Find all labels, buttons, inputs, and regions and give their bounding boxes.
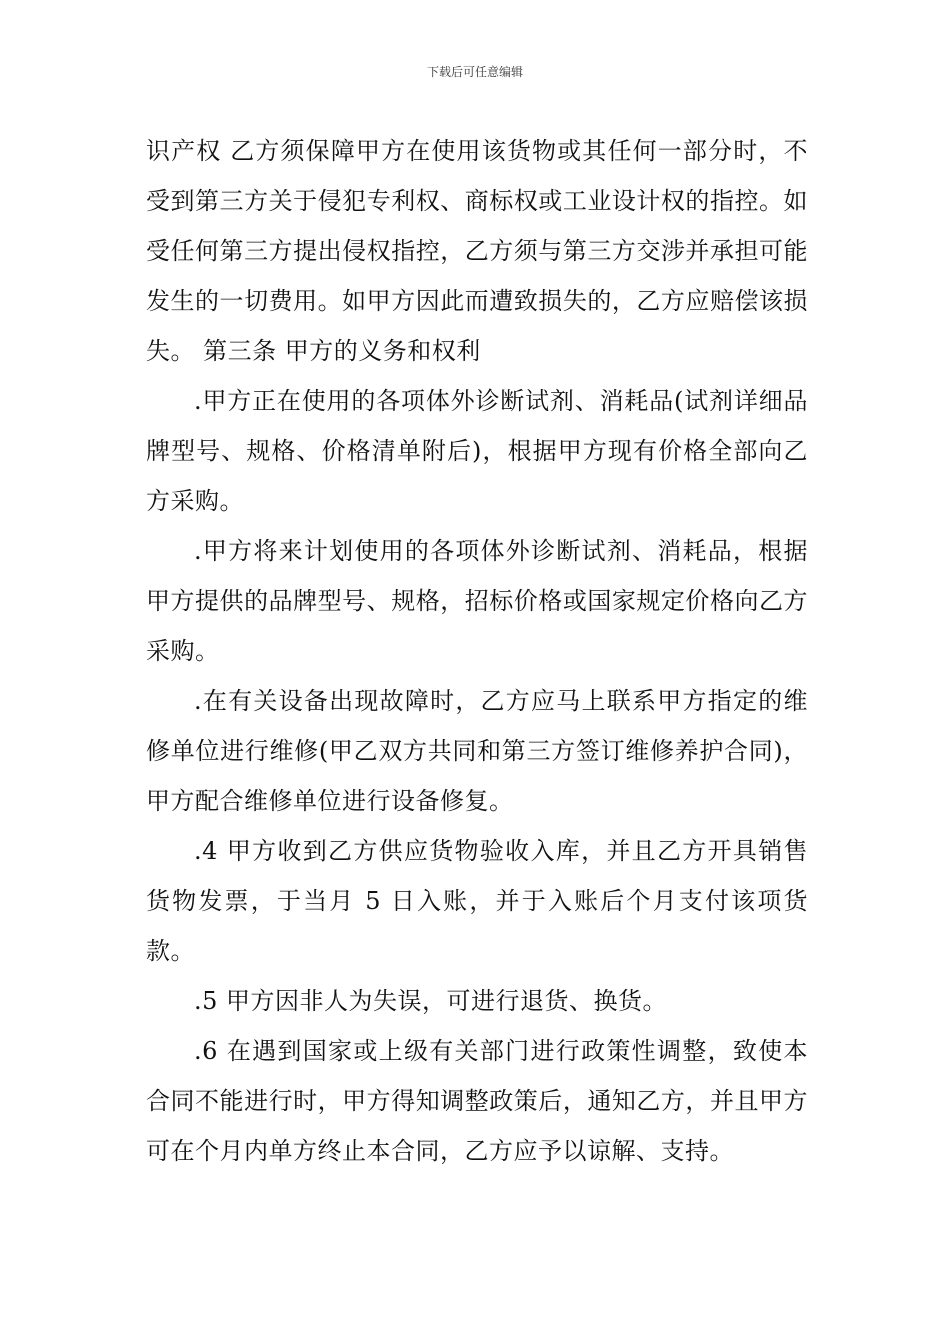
- paragraph: 识产权 乙方须保障甲方在使用该货物或其任何一部分时，不受到第三方关于侵犯专利权、商标权或工业设计权的指控。如受任何第三方提出侵权指控，乙方须与第三方交涉并承担可能发生的一切费用。如甲方因此而遭致损失的，乙方应赔偿该损失。 第三条 甲方的义务和权利: [146, 137, 808, 365]
- paragraph: .5 甲方因非人为失误，可进行退货、换货。: [194, 987, 668, 1015]
- paragraph: .4 甲方收到乙方供应货物验收入库，并且乙方开具销售货物发票，于当月 5 日入账，并于入账后个月支付该项货款。: [146, 837, 808, 965]
- document-body: [146, 126, 808, 1176]
- paragraph: .甲方将来计划使用的各项体外诊断试剂、消耗品，根据甲方提供的品牌型号、规格，招标价格或国家规定价格向乙方采购。: [146, 537, 808, 665]
- paragraph: .在有关设备出现故障时，乙方应马上联系甲方指定的维修单位进行维修(甲乙双方共同和第三方签订维修养护合同)，甲方配合维修单位进行设备修复。: [146, 687, 808, 815]
- page-header: 下载后可任意编辑: [426, 65, 523, 79]
- paragraph: .甲方正在使用的各项体外诊断试剂、消耗品(试剂详细品牌型号、规格、价格清单附后)，根据甲方现有价格全部向乙方采购。: [146, 387, 808, 515]
- paragraph: .6 在遇到国家或上级有关部门进行政策性调整，致使本合同不能进行时，甲方得知调整政策后，通知乙方，并且甲方可在个月内单方终止本合同，乙方应予以谅解、支持。: [146, 1037, 808, 1165]
